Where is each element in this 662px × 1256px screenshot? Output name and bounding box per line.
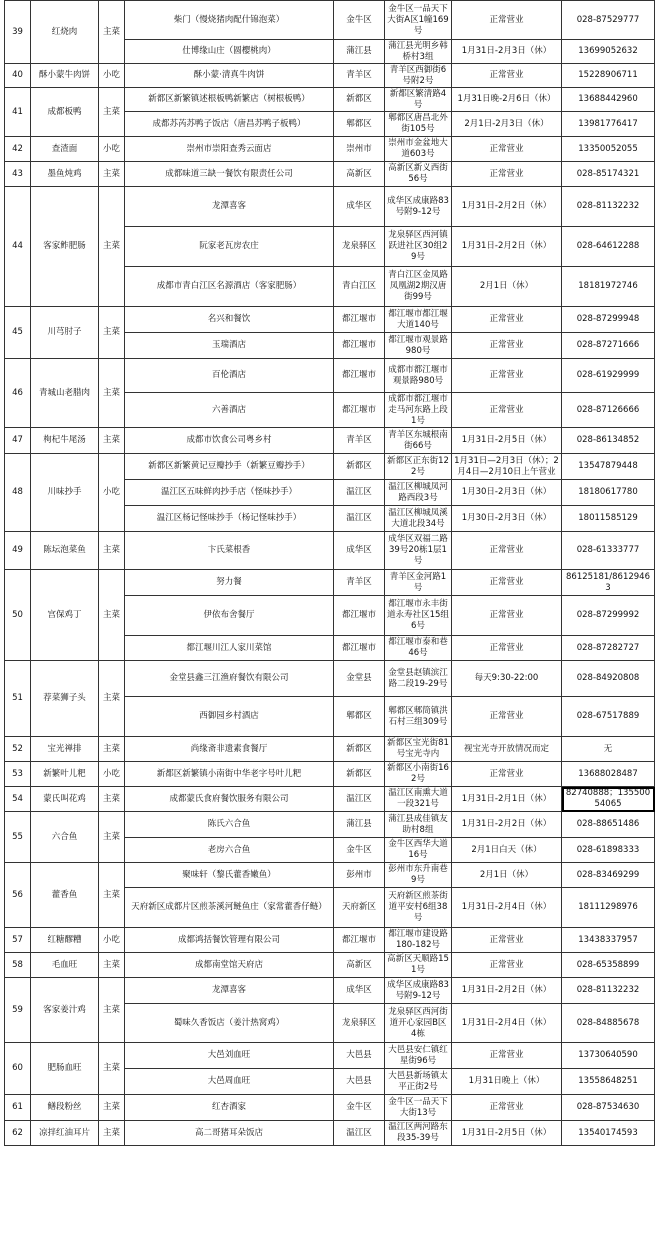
business-hours: 1月30日-2月3日（休） bbox=[452, 506, 562, 532]
business-hours: 正常营业 bbox=[452, 307, 562, 333]
district: 蒲江县 bbox=[334, 812, 385, 838]
business-hours: 正常营业 bbox=[452, 570, 562, 596]
address: 天府新区煎茶街道平安村6组38号 bbox=[385, 888, 452, 928]
business-hours: 2月1日白天（休） bbox=[452, 838, 562, 863]
row-number: 47 bbox=[5, 428, 31, 454]
dish-type: 主菜 bbox=[99, 787, 125, 812]
district: 新都区 bbox=[334, 88, 385, 112]
address: 成都市都江堰市观景路980号 bbox=[385, 359, 452, 393]
district: 青羊区 bbox=[334, 428, 385, 454]
shop-name: 名兴和餐饮 bbox=[125, 307, 334, 333]
phone: 13699052632 bbox=[562, 40, 655, 64]
address: 龙泉驿区西河街道开心家园B区4栋 bbox=[385, 1004, 452, 1043]
table-row bbox=[5, 863, 655, 888]
business-hours: 正常营业 bbox=[452, 137, 562, 162]
row-number: 53 bbox=[5, 762, 31, 787]
address: 成华区双福二路39号20栋1层1号 bbox=[385, 532, 452, 570]
phone: 18181972746 bbox=[562, 267, 655, 307]
dish-name: 新繁叶儿粑 bbox=[31, 762, 99, 787]
shop-name: 新都区新繁镇述根板鸭新繁店（树根板鸭） bbox=[125, 88, 334, 112]
shop-name: 崇州市崇阳查秀云面店 bbox=[125, 137, 334, 162]
row-number: 61 bbox=[5, 1095, 31, 1121]
dish-type: 主菜 bbox=[99, 88, 125, 137]
table-body bbox=[5, 1, 655, 1146]
business-hours: 视宝光寺开放情况而定 bbox=[452, 737, 562, 762]
dish-name: 毛血旺 bbox=[31, 953, 99, 978]
table-row bbox=[5, 787, 655, 812]
row-number: 49 bbox=[5, 532, 31, 570]
table-row bbox=[5, 88, 655, 112]
shop-name: 老房六合鱼 bbox=[125, 838, 334, 863]
address: 新都区宝光街81号宝光寺内 bbox=[385, 737, 452, 762]
dish-type: 小吃 bbox=[99, 454, 125, 532]
business-hours: 2月1日-2月3日（休） bbox=[452, 112, 562, 137]
row-number: 54 bbox=[5, 787, 31, 812]
district: 青羊区 bbox=[334, 570, 385, 596]
address: 龙泉驿区西河镇跃进社区30组29号 bbox=[385, 227, 452, 267]
district: 成华区 bbox=[334, 187, 385, 227]
shop-name: 成都苏芮苏鸭子饭店（唐昌苏鸭子板鸭） bbox=[125, 112, 334, 137]
phone: 13730640590 bbox=[562, 1043, 655, 1069]
district: 都江堰市 bbox=[334, 596, 385, 636]
dish-name: 荐菜狮子头 bbox=[31, 661, 99, 737]
shop-name: 新都区新繁镇小南街中华老字号叶儿粑 bbox=[125, 762, 334, 787]
address: 成都市都江堰市走马河东路上段1号 bbox=[385, 393, 452, 428]
shop-name: 高二哥猪耳朵饭店 bbox=[125, 1121, 334, 1146]
shop-name: 成都市青白江区名源酒店（客家肥肠） bbox=[125, 267, 334, 307]
table-row bbox=[5, 928, 655, 953]
business-hours: 正常营业 bbox=[452, 64, 562, 88]
address: 温江区柳城凤溪大道北段34号 bbox=[385, 506, 452, 532]
business-hours: 正常营业 bbox=[452, 333, 562, 359]
row-number: 39 bbox=[5, 1, 31, 64]
row-number: 60 bbox=[5, 1043, 31, 1095]
address: 高新区新义西街56号 bbox=[385, 162, 452, 187]
table-row bbox=[5, 359, 655, 393]
business-hours: 正常营业 bbox=[452, 532, 562, 570]
dish-type: 主菜 bbox=[99, 661, 125, 737]
dish-name: 蒙氏叫花鸡 bbox=[31, 787, 99, 812]
address: 金牛区一品天下大街13号 bbox=[385, 1095, 452, 1121]
shop-name: 卞氏菜根香 bbox=[125, 532, 334, 570]
business-hours: 1月31日-2月4日（休） bbox=[452, 1004, 562, 1043]
address: 蒲江县光明乡韩桥村3组 bbox=[385, 40, 452, 64]
business-hours: 1月31日—2月3日（休）；2月4日—2月10日上午营业 bbox=[452, 454, 562, 480]
phone: 13438337957 bbox=[562, 928, 655, 953]
shop-name: 聚味轩（黎氏藿香嫩鱼） bbox=[125, 863, 334, 888]
dish-name: 川芎肘子 bbox=[31, 307, 99, 359]
shop-name: 阮家老瓦房农庄 bbox=[125, 227, 334, 267]
phone: 028-83469299 bbox=[562, 863, 655, 888]
address: 都江堰市建设路180-182号 bbox=[385, 928, 452, 953]
district: 新都区 bbox=[334, 454, 385, 480]
district: 新都区 bbox=[334, 737, 385, 762]
shop-name: 成都南堂馆天府店 bbox=[125, 953, 334, 978]
dish-name: 查渣面 bbox=[31, 137, 99, 162]
district: 温江区 bbox=[334, 506, 385, 532]
address: 都江堰市观景路980号 bbox=[385, 333, 452, 359]
shop-name: 蜀味久香饭店（姜汁热窝鸡） bbox=[125, 1004, 334, 1043]
district: 温江区 bbox=[334, 1121, 385, 1146]
shop-name: 陈氏六合鱼 bbox=[125, 812, 334, 838]
address: 高新区天顺路151号 bbox=[385, 953, 452, 978]
table-row bbox=[5, 1095, 655, 1121]
business-hours: 1月31日-2月2日（休） bbox=[452, 187, 562, 227]
dish-name: 红烧肉 bbox=[31, 1, 99, 64]
shop-name: 龙潭喜客 bbox=[125, 187, 334, 227]
shop-name: 大邑刘血旺 bbox=[125, 1043, 334, 1069]
dish-name: 酥小蒙牛肉饼 bbox=[31, 64, 99, 88]
district: 成华区 bbox=[334, 532, 385, 570]
district: 高新区 bbox=[334, 953, 385, 978]
table-row bbox=[5, 187, 655, 227]
business-hours: 正常营业 bbox=[452, 1095, 562, 1121]
table-row bbox=[5, 812, 655, 838]
address: 温江区两河路东段35-39号 bbox=[385, 1121, 452, 1146]
district: 新都区 bbox=[334, 762, 385, 787]
address: 郫都区唐昌北外街105号 bbox=[385, 112, 452, 137]
business-hours: 正常营业 bbox=[452, 596, 562, 636]
shop-name: 都江堰川江人家川菜馆 bbox=[125, 636, 334, 661]
restaurant-table bbox=[4, 0, 655, 1146]
phone: 028-87529777 bbox=[562, 1, 655, 40]
dish-name: 红糖醪糟 bbox=[31, 928, 99, 953]
district: 大邑县 bbox=[334, 1069, 385, 1095]
phone: 13688028487 bbox=[562, 762, 655, 787]
district: 天府新区 bbox=[334, 888, 385, 928]
row-number: 57 bbox=[5, 928, 31, 953]
district: 崇州市 bbox=[334, 137, 385, 162]
business-hours: 正常营业 bbox=[452, 953, 562, 978]
dish-type: 主菜 bbox=[99, 1043, 125, 1095]
district: 青羊区 bbox=[334, 64, 385, 88]
shop-name: 红杏酒家 bbox=[125, 1095, 334, 1121]
table-row bbox=[5, 1, 655, 40]
shop-name: 新都区新繁黄记豆瓣抄手（新繁豆瓣抄手） bbox=[125, 454, 334, 480]
address: 蒲江县成佳镇友助村8组 bbox=[385, 812, 452, 838]
phone: 028-61929999 bbox=[562, 359, 655, 393]
business-hours: 1月31日-2月4日（休） bbox=[452, 888, 562, 928]
address: 金堂县赵镇滨江路二段19-29号 bbox=[385, 661, 452, 697]
address: 新都区小南街162号 bbox=[385, 762, 452, 787]
shop-name: 大邑周血旺 bbox=[125, 1069, 334, 1095]
business-hours: 1月31日-2月2日（休） bbox=[452, 812, 562, 838]
shop-name: 西御园乡村酒店 bbox=[125, 697, 334, 737]
phone: 028-84920808 bbox=[562, 661, 655, 697]
business-hours: 正常营业 bbox=[452, 393, 562, 428]
dish-name: 宝光禅排 bbox=[31, 737, 99, 762]
dish-type: 主菜 bbox=[99, 359, 125, 428]
business-hours: 1月30日-2月3日（休） bbox=[452, 480, 562, 506]
shop-name: 百伦酒店 bbox=[125, 359, 334, 393]
shop-name: 柴门（慢烧猪肉配什锦泡菜） bbox=[125, 1, 334, 40]
dish-type: 小吃 bbox=[99, 928, 125, 953]
business-hours: 2月1日（休） bbox=[452, 863, 562, 888]
business-hours: 1月31日晚-2月6日（休） bbox=[452, 88, 562, 112]
address: 大邑县新场镇太平正街2号 bbox=[385, 1069, 452, 1095]
phone: 13547879448 bbox=[562, 454, 655, 480]
phone: 028-87534630 bbox=[562, 1095, 655, 1121]
address: 都江堰市都江堰大道140号 bbox=[385, 307, 452, 333]
district: 龙泉驿区 bbox=[334, 227, 385, 267]
table-row bbox=[5, 454, 655, 480]
phone: 13688442960 bbox=[562, 88, 655, 112]
shop-name: 成都鸿括餐饮管理有限公司 bbox=[125, 928, 334, 953]
phone: 13558648251 bbox=[562, 1069, 655, 1095]
district: 都江堰市 bbox=[334, 307, 385, 333]
phone: 028-64612288 bbox=[562, 227, 655, 267]
phone: 18111298976 bbox=[562, 888, 655, 928]
shop-name: 酥小蒙·清真牛肉饼 bbox=[125, 64, 334, 88]
table-row bbox=[5, 137, 655, 162]
dish-type: 主菜 bbox=[99, 1, 125, 64]
row-number: 56 bbox=[5, 863, 31, 928]
address: 青羊区金河路1号 bbox=[385, 570, 452, 596]
address: 新都区正东街122号 bbox=[385, 454, 452, 480]
address: 都江堰市泰和巷46号 bbox=[385, 636, 452, 661]
district: 金堂县 bbox=[334, 661, 385, 697]
district: 金牛区 bbox=[334, 838, 385, 863]
table-row bbox=[5, 661, 655, 697]
row-number: 50 bbox=[5, 570, 31, 661]
shop-name: 仕博缘山庄（圆樱桃肉） bbox=[125, 40, 334, 64]
district: 都江堰市 bbox=[334, 393, 385, 428]
row-number: 40 bbox=[5, 64, 31, 88]
phone: 82740888；13550054065 bbox=[562, 787, 655, 812]
dish-name: 客家姜汁鸡 bbox=[31, 978, 99, 1043]
phone: 028-84885678 bbox=[562, 1004, 655, 1043]
business-hours: 2月1日（休） bbox=[452, 267, 562, 307]
address: 温江区南熏大道一段321号 bbox=[385, 787, 452, 812]
address: 成华区成康路83号附9-12号 bbox=[385, 978, 452, 1004]
table-row bbox=[5, 570, 655, 596]
shop-name: 温江区五味鲜肉抄手店（怪味抄手） bbox=[125, 480, 334, 506]
table-row bbox=[5, 307, 655, 333]
dish-name: 六合鱼 bbox=[31, 812, 99, 863]
shop-name: 玉瑞酒店 bbox=[125, 333, 334, 359]
row-number: 55 bbox=[5, 812, 31, 863]
dish-name: 凉拌红油耳片 bbox=[31, 1121, 99, 1146]
phone: 18180617780 bbox=[562, 480, 655, 506]
table-row bbox=[5, 978, 655, 1004]
dish-type: 主菜 bbox=[99, 1095, 125, 1121]
district: 龙泉驿区 bbox=[334, 1004, 385, 1043]
business-hours: 正常营业 bbox=[452, 359, 562, 393]
shop-name: 温江区杨记怪味抄手（杨记怪味抄手） bbox=[125, 506, 334, 532]
business-hours: 正常营业 bbox=[452, 636, 562, 661]
row-number: 59 bbox=[5, 978, 31, 1043]
shop-name: 天府新区成都片区煎茶溪河鲢鱼庄（家常藿香仔鲢） bbox=[125, 888, 334, 928]
dish-name: 肥肠血旺 bbox=[31, 1043, 99, 1095]
address: 青羊区东城根南街66号 bbox=[385, 428, 452, 454]
business-hours: 1月31日-2月1日（休） bbox=[452, 787, 562, 812]
phone: 028-88651486 bbox=[562, 812, 655, 838]
district: 蒲江县 bbox=[334, 40, 385, 64]
table-row bbox=[5, 953, 655, 978]
district: 都江堰市 bbox=[334, 636, 385, 661]
dish-name: 藿香鱼 bbox=[31, 863, 99, 928]
row-number: 42 bbox=[5, 137, 31, 162]
dish-type: 主菜 bbox=[99, 812, 125, 863]
district: 都江堰市 bbox=[334, 928, 385, 953]
district: 都江堰市 bbox=[334, 359, 385, 393]
address: 彭州市东升南巷9号 bbox=[385, 863, 452, 888]
phone: 028-86134852 bbox=[562, 428, 655, 454]
district: 彭州市 bbox=[334, 863, 385, 888]
row-number: 58 bbox=[5, 953, 31, 978]
row-number: 43 bbox=[5, 162, 31, 187]
address: 成华区成康路83号附9-12号 bbox=[385, 187, 452, 227]
shop-name: 六善酒店 bbox=[125, 393, 334, 428]
dish-type: 主菜 bbox=[99, 863, 125, 928]
row-number: 52 bbox=[5, 737, 31, 762]
phone: 13350052055 bbox=[562, 137, 655, 162]
business-hours: 1月31日-2月3日（休） bbox=[452, 40, 562, 64]
business-hours: 每天9:30-22:00 bbox=[452, 661, 562, 697]
dish-name: 成都板鸭 bbox=[31, 88, 99, 137]
dish-type: 主菜 bbox=[99, 428, 125, 454]
row-number: 46 bbox=[5, 359, 31, 428]
address: 金牛区一品天下大街A区1幢169号 bbox=[385, 1, 452, 40]
dish-type: 主菜 bbox=[99, 187, 125, 307]
table-row bbox=[5, 532, 655, 570]
dish-type: 主菜 bbox=[99, 162, 125, 187]
dish-type: 主菜 bbox=[99, 570, 125, 661]
table-row bbox=[5, 1121, 655, 1146]
row-number: 48 bbox=[5, 454, 31, 532]
business-hours: 1月31日-2月2日（休） bbox=[452, 227, 562, 267]
phone: 028-87299992 bbox=[562, 596, 655, 636]
address: 青羊区西御街6号附2号 bbox=[385, 64, 452, 88]
district: 青白江区 bbox=[334, 267, 385, 307]
table-row bbox=[5, 762, 655, 787]
phone: 028-87271666 bbox=[562, 333, 655, 359]
row-number: 62 bbox=[5, 1121, 31, 1146]
shop-name: 伊依布舍餐厅 bbox=[125, 596, 334, 636]
phone: 无 bbox=[562, 737, 655, 762]
dish-name: 宫保鸡丁 bbox=[31, 570, 99, 661]
row-number: 51 bbox=[5, 661, 31, 737]
business-hours: 1月31日-2月5日（休） bbox=[452, 1121, 562, 1146]
address: 崇州市金盆地大道603号 bbox=[385, 137, 452, 162]
business-hours: 正常营业 bbox=[452, 928, 562, 953]
address: 青白江区金凤路凤凰湖2期汉唐街99号 bbox=[385, 267, 452, 307]
dish-type: 小吃 bbox=[99, 64, 125, 88]
district: 大邑县 bbox=[334, 1043, 385, 1069]
phone: 028-67517889 bbox=[562, 697, 655, 737]
phone: 18011585129 bbox=[562, 506, 655, 532]
shop-name: 龙潭喜客 bbox=[125, 978, 334, 1004]
table-row bbox=[5, 737, 655, 762]
shop-name: 成都市饮食公司粤乡村 bbox=[125, 428, 334, 454]
phone: 86125181/86129463 bbox=[562, 570, 655, 596]
address: 金牛区西华大道16号 bbox=[385, 838, 452, 863]
shop-name: 成都蒙氏食府餐饮服务有限公司 bbox=[125, 787, 334, 812]
phone: 13540174593 bbox=[562, 1121, 655, 1146]
shop-name: 金堂县鑫三江渔府餐饮有限公司 bbox=[125, 661, 334, 697]
table-row bbox=[5, 428, 655, 454]
row-number: 41 bbox=[5, 88, 31, 137]
business-hours: 1月31日-2月2日（休） bbox=[452, 978, 562, 1004]
phone: 13981776417 bbox=[562, 112, 655, 137]
dish-type: 主菜 bbox=[99, 978, 125, 1043]
business-hours: 正常营业 bbox=[452, 697, 562, 737]
phone: 028-61898333 bbox=[562, 838, 655, 863]
dish-type: 主菜 bbox=[99, 953, 125, 978]
business-hours: 正常营业 bbox=[452, 1, 562, 40]
district: 金牛区 bbox=[334, 1, 385, 40]
district: 温江区 bbox=[334, 480, 385, 506]
address: 都江堰市永丰街道永寿社区15组6号 bbox=[385, 596, 452, 636]
phone: 028-65358899 bbox=[562, 953, 655, 978]
shop-name: 成都味道三缺一餐饮有限责任公司 bbox=[125, 162, 334, 187]
dish-type: 主菜 bbox=[99, 1121, 125, 1146]
business-hours: 正常营业 bbox=[452, 762, 562, 787]
dish-name: 墨鱼炖鸡 bbox=[31, 162, 99, 187]
dish-type: 主菜 bbox=[99, 307, 125, 359]
district: 高新区 bbox=[334, 162, 385, 187]
row-number: 45 bbox=[5, 307, 31, 359]
district: 郫都区 bbox=[334, 697, 385, 737]
address: 郫都区郫筒镇洪石村三组309号 bbox=[385, 697, 452, 737]
phone: 028-61333777 bbox=[562, 532, 655, 570]
business-hours: 1月31日-2月5日（休） bbox=[452, 428, 562, 454]
shop-name: 努力餐 bbox=[125, 570, 334, 596]
district: 温江区 bbox=[334, 787, 385, 812]
address: 大邑县安仁镇红星街96号 bbox=[385, 1043, 452, 1069]
address: 温江区柳城凤河路西段3号 bbox=[385, 480, 452, 506]
dish-name: 枸杞牛尾汤 bbox=[31, 428, 99, 454]
phone: 028-85174321 bbox=[562, 162, 655, 187]
district: 都江堰市 bbox=[334, 333, 385, 359]
address: 新都区繁清路4号 bbox=[385, 88, 452, 112]
dish-type: 主菜 bbox=[99, 532, 125, 570]
phone: 15228906711 bbox=[562, 64, 655, 88]
dish-name: 鳝段粉丝 bbox=[31, 1095, 99, 1121]
phone: 028-87126666 bbox=[562, 393, 655, 428]
dish-name: 陈坛泡菜鱼 bbox=[31, 532, 99, 570]
table-row bbox=[5, 1043, 655, 1069]
table-row bbox=[5, 64, 655, 88]
dish-name: 青城山老腊肉 bbox=[31, 359, 99, 428]
dish-name: 客家鲊肥肠 bbox=[31, 187, 99, 307]
phone: 028-81132232 bbox=[562, 978, 655, 1004]
dish-name: 川味抄手 bbox=[31, 454, 99, 532]
phone: 028-87282727 bbox=[562, 636, 655, 661]
row-number: 44 bbox=[5, 187, 31, 307]
dish-type: 主菜 bbox=[99, 737, 125, 762]
phone: 028-87299948 bbox=[562, 307, 655, 333]
district: 金牛区 bbox=[334, 1095, 385, 1121]
business-hours: 正常营业 bbox=[452, 162, 562, 187]
table-row bbox=[5, 162, 655, 187]
dish-type: 小吃 bbox=[99, 137, 125, 162]
shop-name: 尚缘斋非遗素食餐厅 bbox=[125, 737, 334, 762]
business-hours: 1月31日晚上（休） bbox=[452, 1069, 562, 1095]
dish-type: 小吃 bbox=[99, 762, 125, 787]
district: 郫都区 bbox=[334, 112, 385, 137]
business-hours: 正常营业 bbox=[452, 1043, 562, 1069]
district: 成华区 bbox=[334, 978, 385, 1004]
phone: 028-81132232 bbox=[562, 187, 655, 227]
